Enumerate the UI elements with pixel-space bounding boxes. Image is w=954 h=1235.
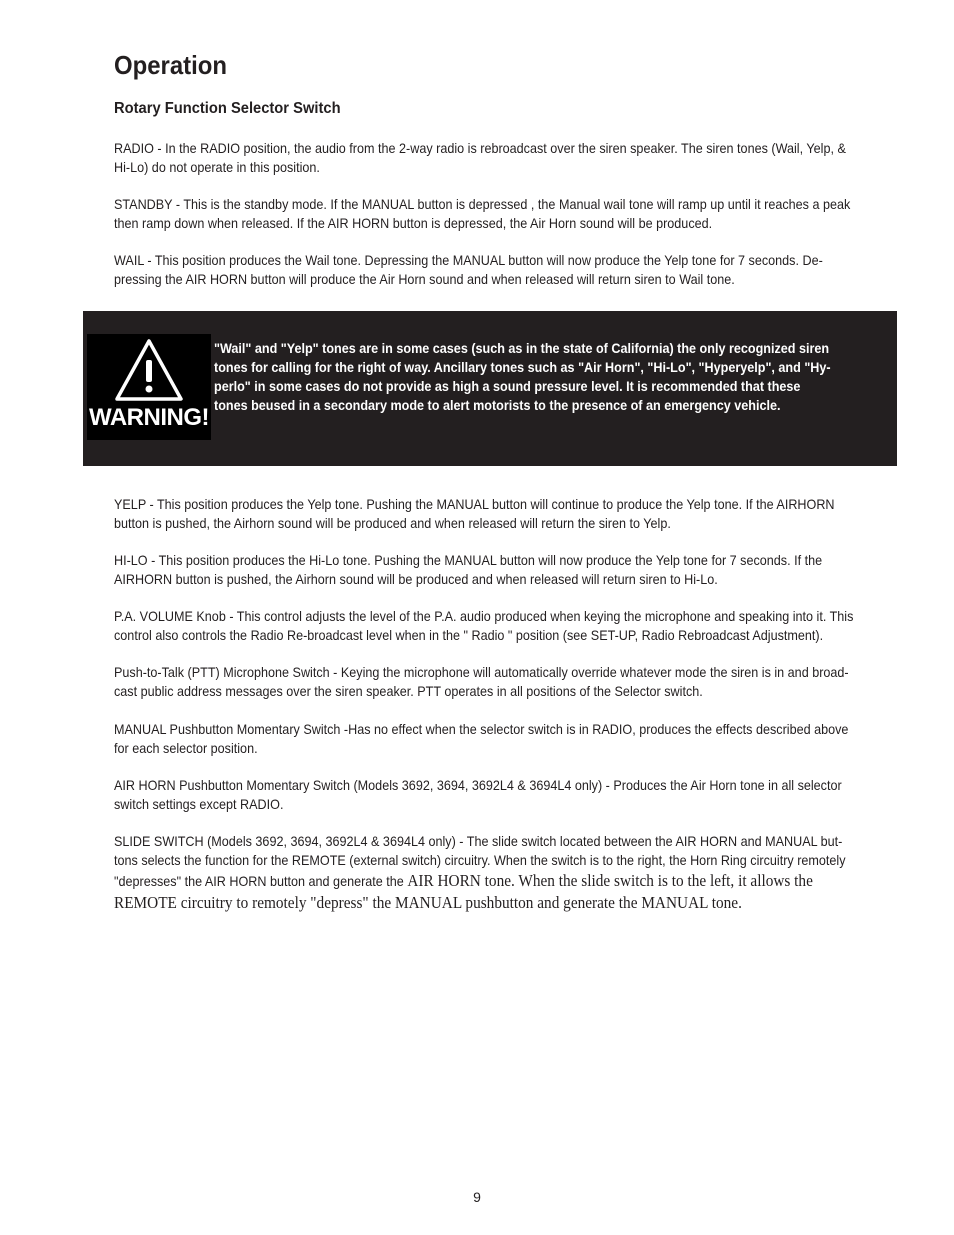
warning-label: WARNING! xyxy=(89,404,209,431)
paragraph-slide-switch xyxy=(114,832,854,914)
paragraph-yelp: YELP - This position produces the Yelp tone. Pushing the MANUAL button will continue to produce the Yelp tone. If the AIRHORN button is pushed, the Airhorn sound will be produced and when released will return the siren to Yelp. xyxy=(114,496,835,531)
warning-triangle-icon xyxy=(114,338,184,402)
slide-switch-text-serif: AIR HORN tone. When the slide switch is to the left, it allows the REMOTE circuitry to remotely "depress" the MANUAL pushbutton and generate the MANUAL tone. xyxy=(114,871,813,912)
page-title: Operation xyxy=(114,50,227,80)
paragraph-ptt: Push-to-Talk (PTT) Microphone Switch - Keying the microphone will automatically override whatever mode the siren is in and broad-cast public address messages over the siren speaker. PTT operates in all positions of the Selector switch. xyxy=(114,664,849,699)
paragraph-pa-volume: P.A. VOLUME Knob - This control adjusts the level of the P.A. audio produced when keying the microphone and speaking into it. This control also controls the Radio Re-broadcast level when in the " Radio " position (see SET-UP, Radio Rebroadcast Adjustment). xyxy=(114,608,854,643)
page-number: 9 xyxy=(473,1189,481,1205)
paragraph-wail: WAIL - This position produces the Wail tone. Depressing the MANUAL button will now produce the Yelp tone for 7 seconds. De-pressing the AIR HORN button will produce the Air Horn sound and when released will return siren to Wail tone. xyxy=(114,252,823,287)
warning-sign xyxy=(87,334,211,440)
paragraph-standby: STANDBY - This is the standby mode. If the MANUAL button is depressed , the Manual wail tone will ramp up until it reaches a peak then ramp down when released. If the AIR HORN button is depressed, the Air Horn sound will be produced. xyxy=(114,196,851,231)
warning-box xyxy=(83,311,897,466)
section-subtitle: Rotary Function Selector Switch xyxy=(114,100,341,117)
paragraph-manual: MANUAL Pushbutton Momentary Switch -Has no effect when the selector switch is in RADIO, produces the effects described above for each selector position. xyxy=(114,721,849,756)
paragraph-air-horn: AIR HORN Pushbutton Momentary Switch (Models 3692, 3694, 3692L4 & 3694L4 only) - Produces the Air Horn tone in all selector switch settings except RADIO. xyxy=(114,777,842,812)
paragraph-radio: RADIO - In the RADIO position, the audio from the 2-way radio is rebroadcast over the siren speaker. The siren tones (Wail, Yelp, & Hi-Lo) do not operate in this position. xyxy=(114,140,846,175)
paragraph-hilo: HI-LO - This position produces the Hi-Lo tone. Pushing the MANUAL button will now produce the Yelp tone for 7 seconds. If the AIRHORN button is pushed, the Airhorn sound will be produced and when released will return siren to Hi-Lo. xyxy=(114,552,823,587)
slide-switch-text-sans: SLIDE SWITCH (Models 3692, 3694, 3692L4 & 3694L4 only) - The slide switch located between the AIR HORN and MANUAL but-tons selects the function for the REMOTE (external switch) circuitry. When the switch is to the right, the Horn Ring circuitry remotely "depresses" the AIR HORN button and generate the xyxy=(114,833,846,889)
warning-text: "Wail" and "Yelp" tones are in some cases (such as in the state of California) the only recognized siren tones for calling for the right of way. Ancillary tones such as "Air Horn", "Hi-Lo", "Hyperyelp", and "Hy-perlo" in some cases do not provide as high a sound pressure level. It is recommended that these tones beused in a secondary mode to alert motorists to the presence of an emergency vehicle. xyxy=(214,340,831,413)
